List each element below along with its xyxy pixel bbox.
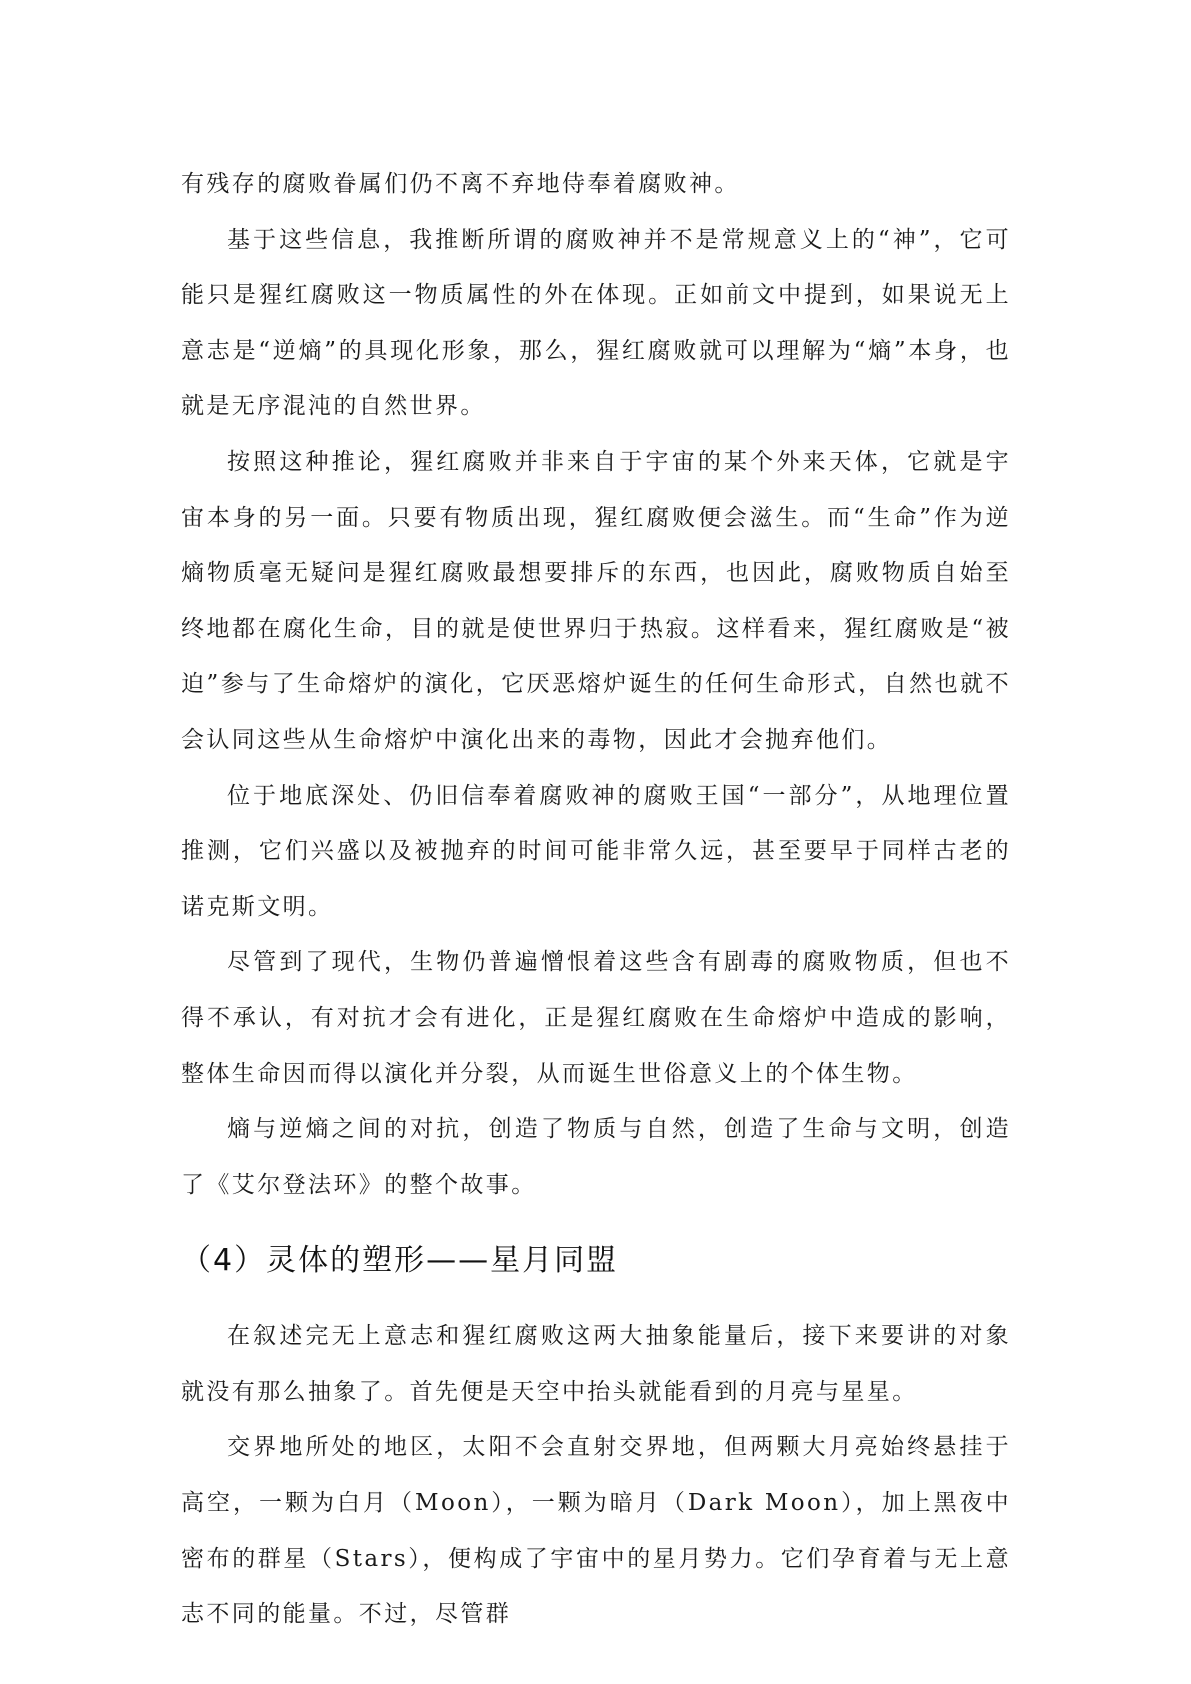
paragraph-universe-other-side: 按照这种推论，猩红腐败并非来自于宇宙的某个外来天体，它就是宇宙本身的另一面。只要有物质出现，猩红腐败便会滋生。而“生命”作为逆熵物质毫无疑问是猩红腐败最想要排斥的东西，也因此，腐败物质自始至终地都在腐化生命，目的就是使世界归于热寂。这样看来，猩红腐败是“被迫”参与了生命熔炉的演化，它厌恶熔炉诞生的任何生命形式，自然也就不会认同这些从生命熔炉中演化出来的毒物，因此才会抛弃他们。	[181, 448, 1011, 753]
paragraph-underground-kingdom: 位于地底深处、仍旧信奉着腐败神的腐败王国“一部分”，从地理位置推测，它们兴盛以及被抛弃的时间可能非常久远，甚至要早于同样古老的诺克斯文明。	[181, 782, 1011, 920]
paragraph-intro-moon-stars: 在叙述完无上意志和猩红腐败这两大抽象能量后，接下来要讲的对象就没有那么抽象了。首先便是天空中抬头就能看到的月亮与星星。	[181, 1323, 1011, 1405]
paragraph-continuation: 有残存的腐败眷属们仍不离不弃地侍奉着腐败神。	[181, 171, 740, 197]
section-heading: （4）灵体的塑形——星月同盟	[181, 1243, 619, 1279]
paragraph-entropy-inference: 基于这些信息，我推断所谓的腐败神并不是常规意义上的“神”，它可能只是猩红腐败这一物质属性的外在体现。正如前文中提到，如果说无上意志是“逆熵”的具现化形象，那么，猩红腐败就可以理解为“熵”本身，也就是无序混沌的自然世界。	[181, 226, 1011, 420]
paragraph-conclusion: 熵与逆熵之间的对抗，创造了物质与自然，创造了生命与文明，创造了《艾尔登法环》的整个故事。	[181, 1116, 1011, 1198]
paragraph-evolution: 尽管到了现代，生物仍普遍憎恨着这些含有剧毒的腐败物质，但也不得不承认，有对抗才会有进化，正是猩红腐败在生命熔炉中造成的影响，整体生命因而得以演化并分裂，从而诞生世俗意义上的个体生物。	[181, 949, 1011, 1087]
document-body	[181, 157, 1011, 1643]
paragraph-moons-description: 交界地所处的地区，太阳不会直射交界地，但两颗大月亮始终悬挂于高空，一颗为白月（Moon），一颗为暗月（Dark Moon），加上黑夜中密布的群星（Stars），便构成了宇宙中的星月势力。它们孕育着与无上意志不同的能量。不过，尽管群	[181, 1434, 1011, 1628]
